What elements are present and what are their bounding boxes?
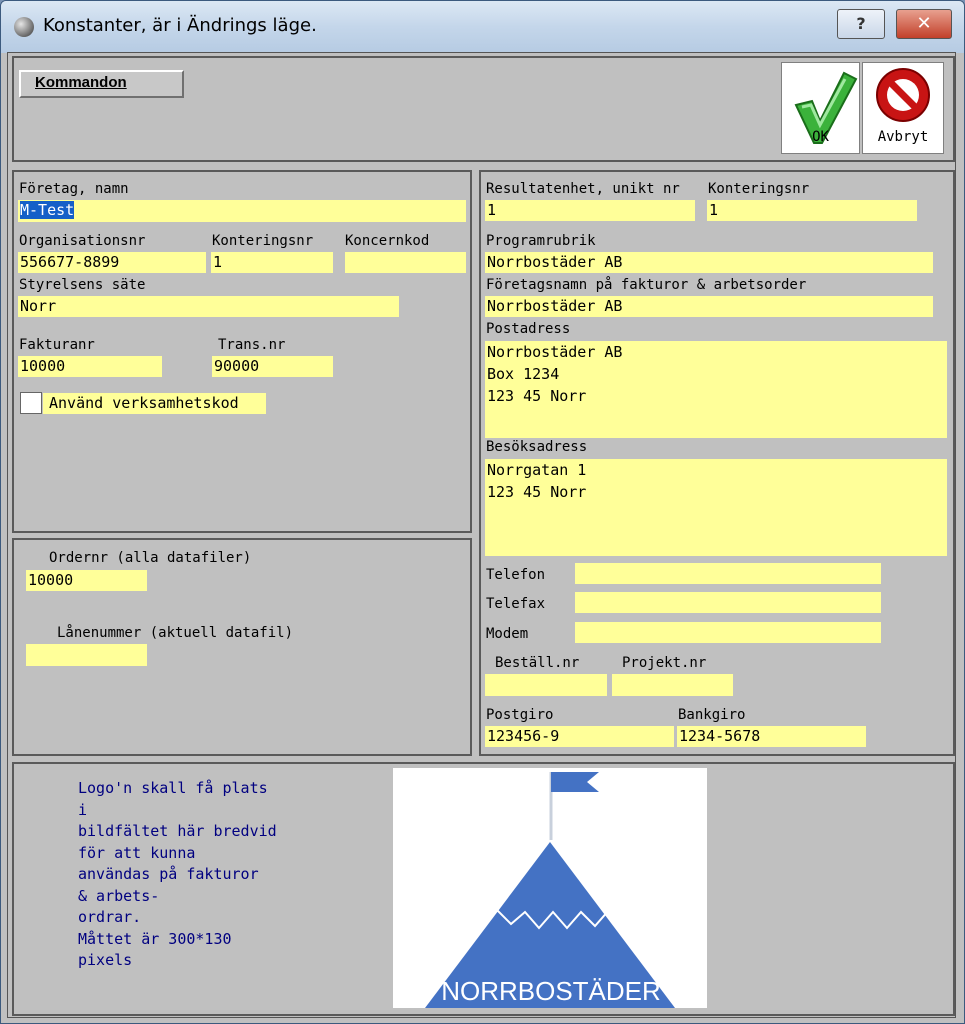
telefon-label: Telefon [486,567,546,583]
besoksadress-label: Besöksadress [486,439,588,455]
logo-image[interactable] [393,768,707,1008]
orgnr-field[interactable]: 556677-8899 [18,252,206,273]
transnr-label: Trans.nr [218,337,286,353]
ok-button[interactable] [781,62,860,154]
postadress-field[interactable]: Norrbostäder AB Box 1234 123 45 Norr [485,341,947,438]
besoksadress-field[interactable]: Norrgatan 1 123 45 Norr [485,459,947,556]
resultatenhet-label: Resultatenhet, unikt nr [486,181,680,197]
postgiro-field[interactable]: 123456-9 [485,726,674,747]
close-button[interactable]: ✕ [896,9,952,39]
telefax-label: Telefax [486,596,546,612]
flag-icon [551,772,599,792]
foretagsnamn-label: Företagsnamn på fakturor & arbetsorder [486,277,807,293]
konteringsnr-label: Konteringsnr [212,233,314,249]
help-button[interactable]: ? [837,9,885,39]
programrubrik-label: Programrubrik [486,233,596,249]
projektnr-label: Projekt.nr [622,655,707,671]
app-icon [14,17,34,37]
fakturanr-field[interactable]: 10000 [18,356,162,377]
logo-text: NORRBOSTÄDER [441,976,661,1006]
foretag-field[interactable] [18,200,466,222]
bankgiro-label: Bankgiro [678,707,746,723]
resultatenhet-field[interactable]: 1 [485,200,695,221]
koncernkod-field[interactable] [345,252,466,273]
telefax-field[interactable] [575,592,881,613]
bankgiro-field[interactable]: 1234-5678 [677,726,866,747]
postadress-label: Postadress [486,321,571,337]
fakturanr-label: Fakturanr [19,337,95,353]
koncernkod-label: Koncernkod [345,233,430,249]
modem-field[interactable] [575,622,881,643]
avbryt-label: Avbryt [877,129,929,145]
ordernr-field[interactable]: 10000 [26,570,147,591]
foretag-label: Företag, namn [19,181,129,197]
avbryt-button[interactable] [862,62,944,154]
ordernr-label: Ordernr (alla datafiler) [49,550,252,566]
styrelse-label: Styrelsens säte [19,277,146,293]
foretagsnamn-field[interactable]: Norrbostäder AB [485,296,933,317]
lanenr-field[interactable] [26,644,147,666]
konteringsnr-field[interactable]: 1 [211,252,333,273]
modem-label: Modem [486,626,529,642]
lanenr-label: Lånenummer (aktuell datafil) [57,625,294,641]
postgiro-label: Postgiro [486,707,554,723]
title-bar[interactable] [1,1,964,53]
right-konteringsnr-field[interactable]: 1 [707,200,917,221]
right-konteringsnr-label: Konteringsnr [708,181,810,197]
bestallnr-field[interactable] [485,674,607,696]
programrubrik-field[interactable]: Norrbostäder AB [485,252,933,273]
transnr-field[interactable]: 90000 [212,356,333,377]
logo-mountain-graphic [393,768,707,1008]
bestallnr-label: Beställ.nr [495,655,580,671]
projektnr-field[interactable] [612,674,733,696]
orgnr-label: Organisationsnr [19,233,146,249]
verksamhet-label: Använd verksamhetskod [43,393,266,414]
kommandon-label: Kommandon [35,74,127,91]
kommandon-button[interactable] [19,70,184,98]
window-title: Konstanter, är i Ändrings läge. [43,15,317,36]
foretag-value: M-Test [20,201,75,219]
telefon-field[interactable] [575,563,881,584]
styrelse-field[interactable]: Norr [18,296,399,317]
ok-label: OK [812,129,829,145]
verksamhet-checkbox[interactable] [20,392,42,414]
logo-note: Logo'n skall få plats i bildfältet här bredvid för att kunna användas på fakturor & arbets- ordrar. Måttet är 300*130 pixels [78,779,277,969]
